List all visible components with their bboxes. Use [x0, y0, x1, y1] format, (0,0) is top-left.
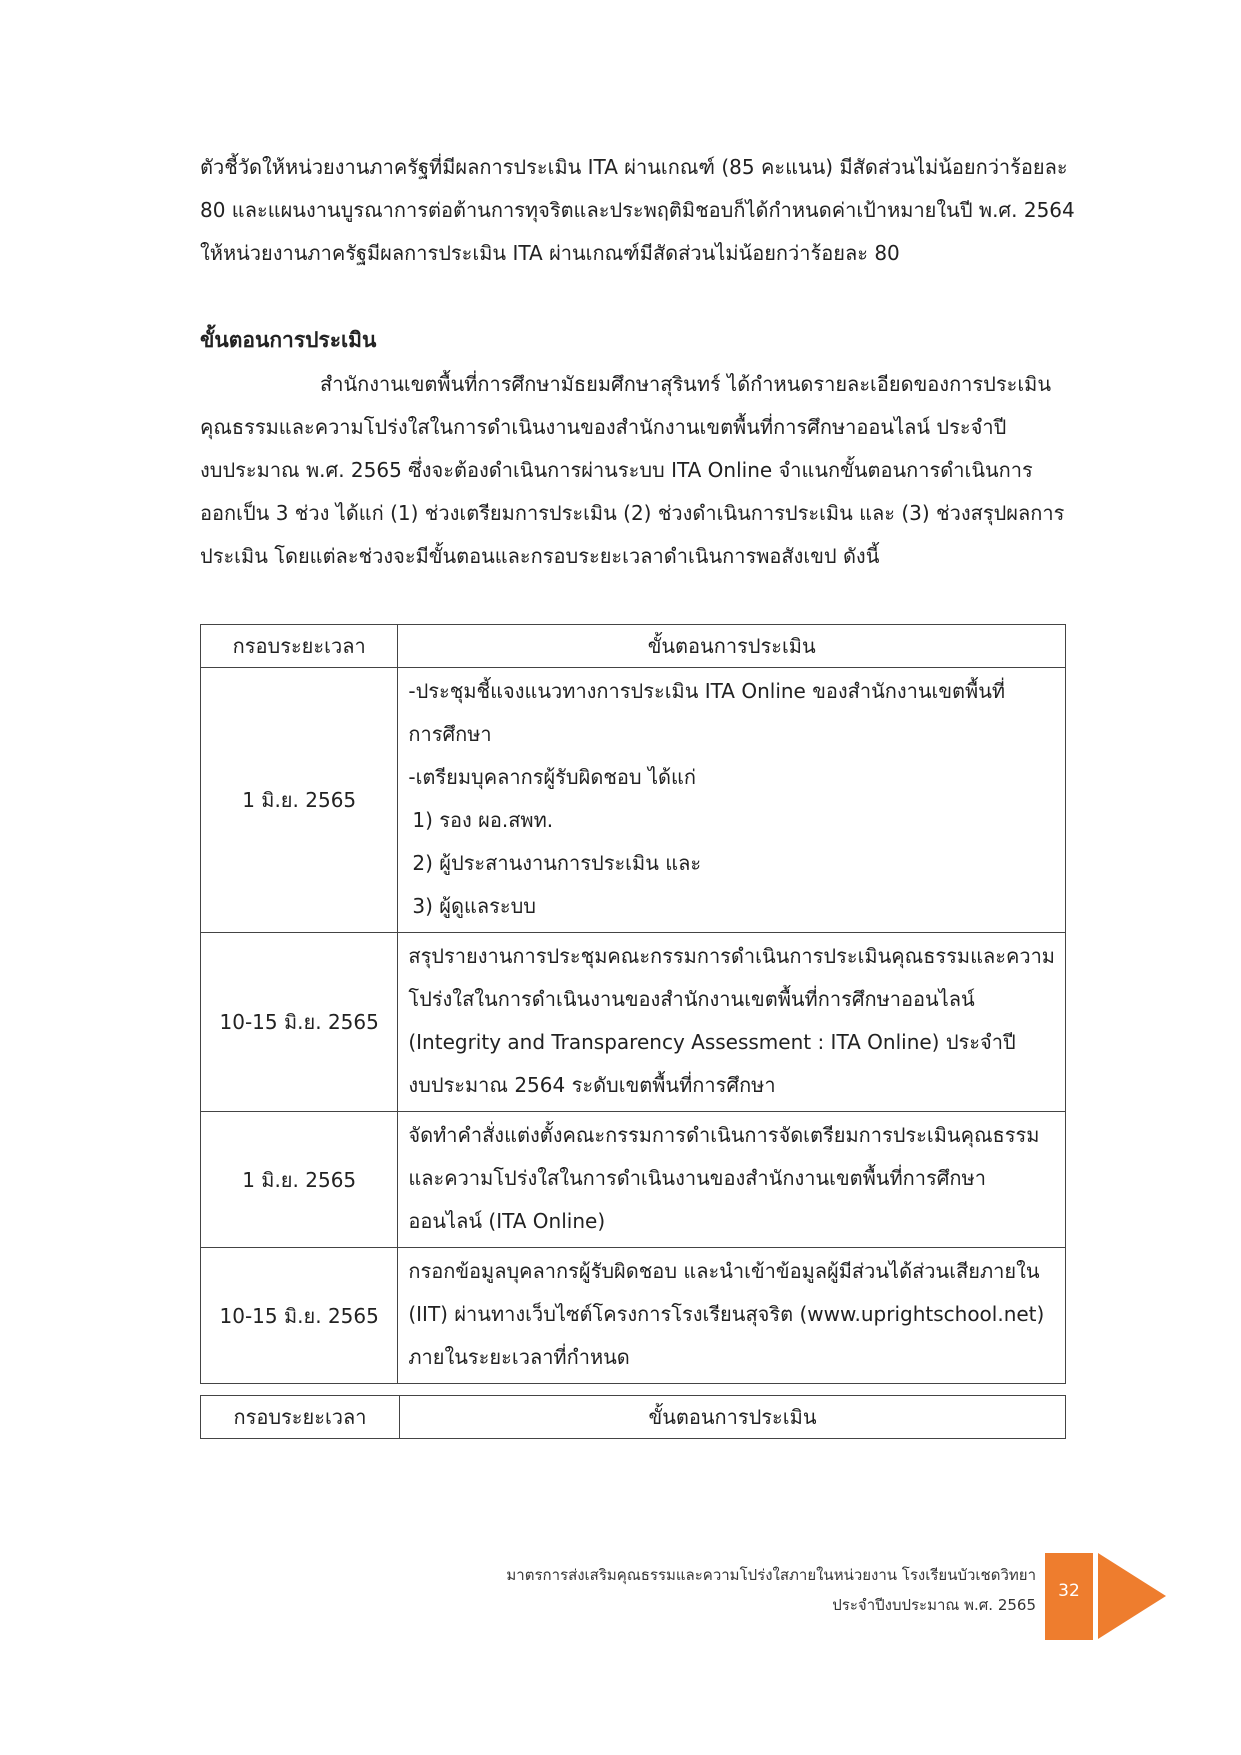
next-arrow-icon	[1098, 1553, 1166, 1639]
page-footer	[506, 1560, 1036, 1620]
assessment-steps-table	[200, 624, 1066, 1384]
header-time-cell: กรอบระยะเวลา	[201, 1396, 400, 1439]
section-line: ออกเป็น 3 ช่วง ได้แก่ (1) ช่วงเตรียมการประเมิน (2) ช่วงดำเนินการประเมิน และ (3) ช่วงสรุปผลการ	[200, 501, 1065, 525]
step-line: สรุปรายงานการประชุมคณะกรรมการดำเนินการประเมินคุณธรรมและความ	[408, 944, 1055, 968]
step-line: งบประมาณ 2564 ระดับเขตพื้นที่การศึกษา	[408, 1073, 776, 1097]
step-line: และความโปร่งใสในการดำเนินงานของสำนักงานเขตพื้นที่การศึกษา	[408, 1166, 986, 1190]
table-row	[201, 1248, 1066, 1384]
page-number-badge: 32	[1045, 1553, 1093, 1640]
header-steps-cell: ขั้นตอนการประเมิน	[400, 1396, 1066, 1439]
time-cell: 1 มิ.ย. 2565	[201, 668, 398, 933]
step-line: ภายในระยะเวลาที่กำหนด	[408, 1345, 630, 1369]
header-time-cell: กรอบระยะเวลา	[201, 625, 398, 668]
table-row	[201, 1112, 1066, 1248]
step-line: โปร่งใสในการดำเนินงานของสำนักงานเขตพื้นที่การศึกษาออนไลน์	[408, 987, 975, 1011]
intro-line: ตัวชี้วัดให้หน่วยงานภาครัฐที่มีผลการประเมิน ITA ผ่านเกณฑ์ (85 คะแนน) มีสัดส่วนไม่น้อยกว่าร้อยละ	[200, 155, 1068, 179]
step-line: -เตรียมบุคลากรผู้รับผิดชอบ ได้แก่	[408, 765, 697, 789]
time-cell: 10-15 มิ.ย. 2565	[201, 1248, 398, 1384]
section-line: งบประมาณ พ.ศ. 2565 ซึ่งจะต้องดำเนินการผ่านระบบ ITA Online จำแนกขั้นตอนการดำเนินการ	[200, 458, 1033, 482]
step-line: จัดทำคำสั่งแต่งตั้งคณะกรรมการดำเนินการจัดเตรียมการประเมินคุณธรรม	[408, 1123, 1040, 1147]
table-row	[201, 668, 1066, 933]
section-line: คุณธรรมและความโปร่งใสในการดำเนินงานของสำนักงานเขตพื้นที่การศึกษาออนไลน์ ประจำปี	[200, 415, 1007, 439]
header-steps-cell: ขั้นตอนการประเมิน	[398, 625, 1066, 668]
section-line: สำนักงานเขตพื้นที่การศึกษามัธยมศึกษาสุรินทร์ ได้กำหนดรายละเอียดของการประเมิน	[320, 372, 1052, 396]
section-heading: ขั้นตอนการประเมิน	[200, 328, 377, 352]
steps-cell	[398, 1112, 1066, 1248]
table-row	[201, 933, 1066, 1112]
section-paragraph	[200, 363, 1100, 578]
step-line: ออนไลน์ (ITA Online)	[408, 1209, 606, 1233]
step-line: -ประชุมชี้แจงแนวทางการประเมิน ITA Online ของสำนักงานเขตพื้นที่	[408, 679, 1006, 703]
step-line: (IIT) ผ่านทางเว็บไซต์โครงการโรงเรียนสุจริต (www.uprightschool.net)	[408, 1302, 1045, 1326]
step-line: (Integrity and Transparency Assessment : ITA Online) ประจำปี	[408, 1030, 1016, 1054]
steps-cell	[398, 1248, 1066, 1384]
step-line: 3) ผู้ดูแลระบบ	[412, 894, 536, 918]
step-line: การศึกษา	[408, 722, 492, 746]
table-header-row	[201, 625, 1066, 668]
step-line: กรอกข้อมูลบุคลากรผู้รับผิดชอบ และนำเข้าข้อมูลผู้มีส่วนได้ส่วนเสียภายใน	[408, 1259, 1040, 1283]
intro-paragraph	[200, 146, 1100, 275]
steps-cell	[398, 668, 1066, 933]
intro-line: ให้หน่วยงานภาครัฐมีผลการประเมิน ITA ผ่านเกณฑ์มีสัดส่วนไม่น้อยกว่าร้อยละ 80	[200, 241, 900, 265]
section-line: ประเมิน โดยแต่ละช่วงจะมีขั้นตอนและกรอบระยะเวลาดำเนินการพอสังเขป ดังนี้	[200, 544, 880, 568]
time-cell: 10-15 มิ.ย. 2565	[201, 933, 398, 1112]
step-line: 1) รอง ผอ.สพท.	[412, 808, 554, 832]
intro-line: 80 และแผนงานบูรณาการต่อต้านการทุจริตและประพฤติมิชอบก็ได้กำหนดค่าเป้าหมายในปี พ.ศ. 2564	[200, 198, 1075, 222]
steps-cell	[398, 933, 1066, 1112]
step-line: 2) ผู้ประสานงานการประเมิน และ	[412, 851, 702, 875]
table-header-row	[201, 1396, 1066, 1439]
footer-title: มาตรการส่งเสริมคุณธรรมและความโปร่งใสภายในหน่วยงาน โรงเรียนบัวเชดวิทยา	[506, 1566, 1036, 1584]
assessment-steps-table-continued	[200, 1395, 1066, 1439]
footer-fiscal-year: ประจำปีงบประมาณ พ.ศ. 2565	[832, 1596, 1036, 1614]
time-cell: 1 มิ.ย. 2565	[201, 1112, 398, 1248]
